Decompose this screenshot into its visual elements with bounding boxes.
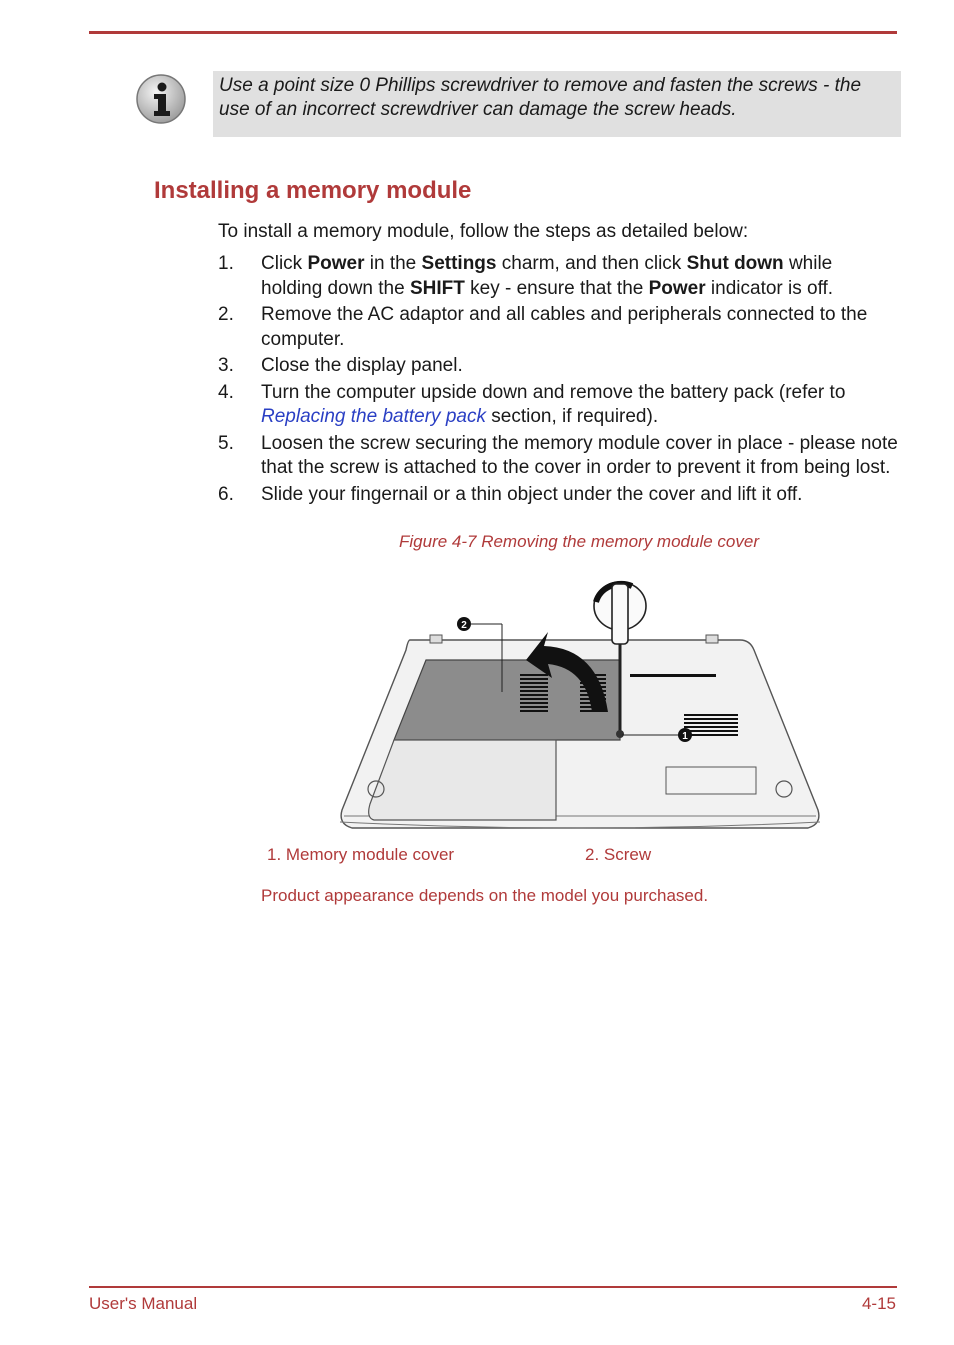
step-number: 5. — [218, 432, 234, 454]
step-number: 2. — [218, 304, 234, 325]
step-item — [218, 432, 898, 481]
note-box: Use a point size 0 Phillips screwdriver to remove and fasten the screws - the use of an incorrect screwdriver can damage the screw heads. — [213, 71, 901, 137]
step-text: charm, and then click — [496, 253, 687, 274]
step-number: 1. — [218, 253, 234, 274]
step-text: Slide your fingernail or a thin object under the cover and lift it off. — [261, 483, 803, 505]
step-text: while holding down the — [261, 253, 833, 299]
footer-title: User's Manual — [89, 1294, 198, 1313]
step-text: in the — [364, 253, 422, 274]
step-text: indicator is off. — [705, 277, 834, 299]
section-intro: To install a memory module, follow the steps as detailed below: — [218, 221, 749, 242]
step-item — [218, 381, 898, 430]
step-text: Turn the computer upside down and remove the battery pack (refer to — [261, 381, 846, 403]
figure-caption: Figure 4-7 Removing the memory module cover — [399, 532, 759, 551]
step-text: key - ensure that the — [464, 277, 649, 299]
step-keyword: Power — [307, 253, 365, 274]
step-text: Close the display panel. — [261, 355, 463, 376]
header-rule — [89, 31, 897, 34]
step-item — [218, 303, 898, 352]
legend-screw: 2. Screw — [585, 845, 652, 864]
step-text: section, if required). — [485, 406, 659, 427]
step-number: 6. — [218, 483, 234, 505]
product-note: Product appearance depends on the model you purchased. — [261, 886, 709, 905]
footer-rule — [89, 1286, 897, 1288]
step-text: Loosen the screw securing the memory module cover in place - please note that the screw is attached to the cover in order to prevent it from being lost. — [261, 432, 898, 478]
step-item — [218, 252, 898, 301]
step-number: 4. — [218, 381, 234, 403]
step-text: Click — [261, 253, 308, 274]
callout-1: 1 — [682, 731, 688, 742]
callout-2: 2 — [461, 620, 467, 631]
legend-memory-cover: 1. Memory module cover — [267, 845, 455, 864]
steps-list — [218, 252, 898, 509]
step-keyword: Shut down — [686, 253, 784, 274]
section-title: Installing a memory module — [154, 177, 472, 204]
step-item — [218, 483, 898, 508]
step-keyword: Settings — [421, 253, 497, 274]
step-keyword: SHIFT — [409, 277, 465, 299]
info-icon — [135, 73, 187, 125]
step-item — [218, 354, 898, 379]
laptop-bottom-illustration — [330, 572, 825, 837]
step-number: 3. — [218, 355, 234, 376]
step-text: Remove the AC adaptor and all cables and peripherals connected to the computer. — [261, 304, 868, 350]
battery-pack-link[interactable]: Replacing the battery pack — [261, 406, 486, 427]
page-number: 4-15 — [861, 1294, 896, 1313]
step-keyword: Power — [648, 277, 706, 299]
